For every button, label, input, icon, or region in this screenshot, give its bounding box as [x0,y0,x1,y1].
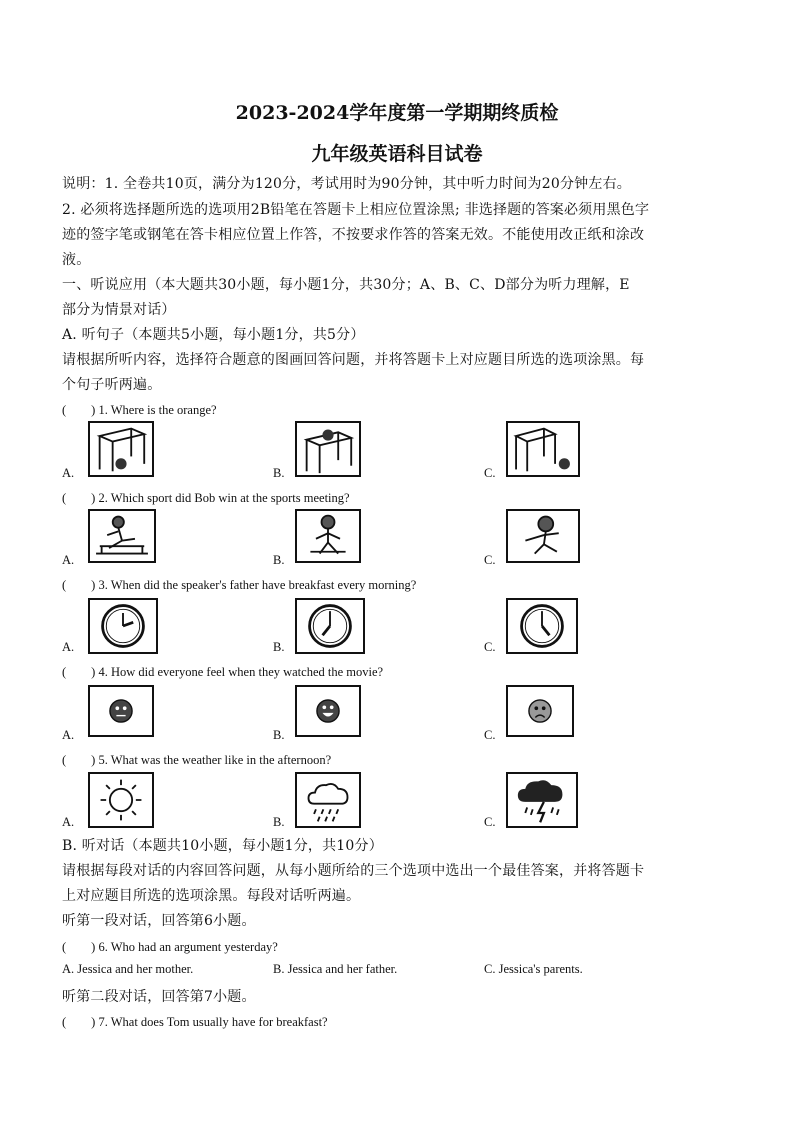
table-orange-on-icon[interactable] [295,421,361,477]
happy-face-icon[interactable] [295,685,361,737]
jumper-icon[interactable] [506,509,580,563]
option-label-c: C. [484,553,496,567]
option-label-c: C. [484,640,496,654]
instruction-line-2: 2. 必须将选择题所选的选项用2B铅笔在答题卡上相应位置涂黑; 非选择题的答案必须用黑色字 [62,202,650,218]
hurdles-icon[interactable] [88,509,156,563]
q6-option-b: B. Jessica and her father. [273,962,398,976]
table-orange-under-icon[interactable] [88,421,154,477]
option-label-a: A. [62,640,75,654]
question-7: ( ) 7. What does Tom usually have for breakfast? [62,1015,328,1029]
part-b-instruction-1: 请根据每段对话的内容回答问题，从每小题所给的三个选项中选出一个最佳答案，并将答题卡 [62,863,645,879]
sad-face-icon[interactable] [506,685,574,737]
rain-cloud-icon[interactable] [295,772,361,828]
part-a-instruction-2: 个句子听两遍。 [62,377,162,393]
clock-icon[interactable] [295,598,365,654]
option-label-c: C. [484,466,496,480]
part-b-heading: B. 听对话（本题共10小题，每小题1分，共10分） [62,838,383,854]
table-orange-beside-icon[interactable] [506,421,580,477]
section-heading-2: 部分为情景对话） [62,302,176,318]
option-label-a: A. [62,728,75,742]
section-heading-1: 一、听说应用（本大题共30小题，每小题1分，共30分；A、B、C、D部分为听力理解，E [62,277,630,293]
storm-icon[interactable] [506,772,578,828]
instruction-line-1: 说明：1. 全卷共10页，满分为120分，考试用时为90分钟，其中听力时间为20分钟左右。 [62,176,631,192]
sun-icon[interactable] [88,772,154,828]
part-b-instruction-2: 上对应题目所选的选项涂黑。每段对话听两遍。 [62,888,361,904]
option-label-b: B. [273,640,285,654]
exam-title: 2023-2024学年度第一学期期终质检 [235,102,559,124]
part-a-heading: A. 听句子（本题共5小题，每小题1分，共5分） [62,327,365,343]
question-5: ( ) 5. What was the weather like in the afternoon? [62,753,332,767]
option-label-a: A. [62,553,75,567]
option-label-b: B. [273,553,285,567]
option-label-a: A. [62,466,75,480]
question-2: ( ) 2. Which sport did Bob win at the sports meeting? [62,491,350,505]
question-3: ( ) 3. When did the speaker's father have breakfast every morning? [62,578,417,592]
dialog-1-heading: 听第一段对话，回答第6小题。 [62,913,256,929]
question-4: ( ) 4. How did everyone feel when they watched the movie? [62,665,384,679]
neutral-face-icon[interactable] [88,685,154,737]
option-label-b: B. [273,466,285,480]
instruction-line-3: 迹的签字笔或钢笔在答卡相应位置上作答，不按要求作答的答案无效。不能使用改正纸和涂改 [62,227,645,243]
question-6: ( ) 6. Who had an argument yesterday? [62,940,278,954]
clock-icon[interactable] [88,598,158,654]
option-label-b: B. [273,815,285,829]
option-label-b: B. [273,728,285,742]
instruction-line-4: 液。 [62,252,91,268]
exam-subtitle: 九年级英语科目试卷 [311,143,483,165]
part-a-instruction-1: 请根据所听内容，选择符合题意的图画回答问题，并将答题卡上对应题目所选的选项涂黑。每 [62,352,645,368]
option-label-c: C. [484,815,496,829]
option-label-a: A. [62,815,75,829]
question-1: ( ) 1. Where is the orange? [62,403,217,417]
q6-option-c: C. Jessica's parents. [484,962,583,976]
clock-icon[interactable] [506,598,578,654]
option-label-c: C. [484,728,496,742]
q6-option-a: A. Jessica and her mother. [62,962,194,976]
runner-icon[interactable] [295,509,361,563]
dialog-2-heading: 听第二段对话，回答第7小题。 [62,989,256,1005]
